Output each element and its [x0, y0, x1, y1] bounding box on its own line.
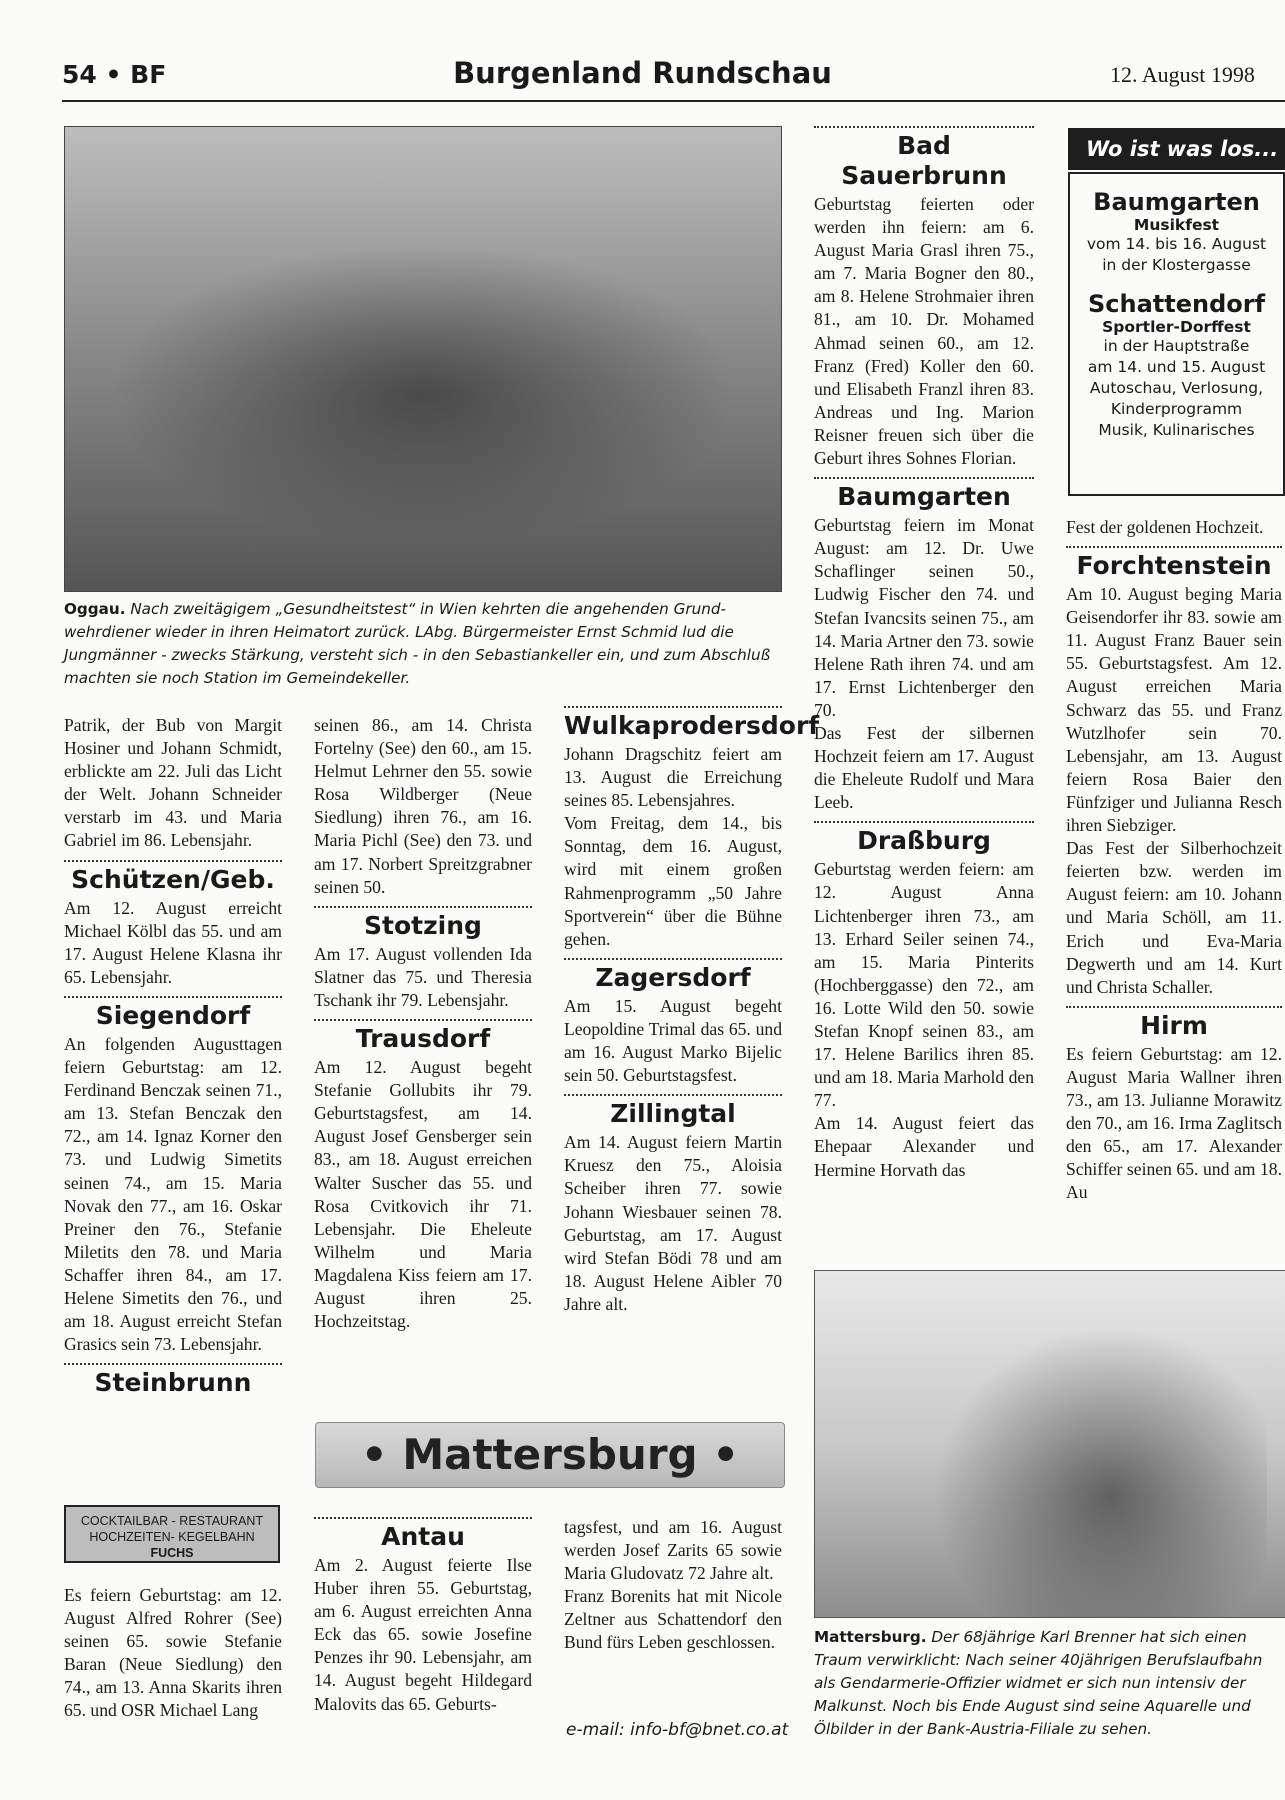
- event-name: Sportler-Dorffest: [1102, 318, 1251, 336]
- article-text: Am 14. August feiert das Ehepaar Alexander und Hermine Horvath das: [814, 1113, 1034, 1180]
- antau-column: [314, 1510, 532, 1716]
- article-text: Geburtstag feierten oder werden ihn feiern: am 6. August Maria Grasl ihren 75., am 7. Maria Bogner den 80., am 8. Helene Strohmaier ihren 81., am 10. Dr. Mohamed Ahmad seinen 60., am 12. Franz (Fred) Koller den 60. und Elisabeth Franzl ihren 83. Andreas und Ing. Marion Reisner freuen sich über die Geburt ihres Sohnes Florian.: [814, 194, 1034, 469]
- events-box: [1068, 172, 1285, 496]
- article-text: Am 2. August feierte Ilse Huber ihren 55. Geburtstag, am 6. August erreichten Anna Eck das 65. sowie Josefine Penzes ihr 90. Lebensjahr, am 14. August begeht Hildegard Malovits das 65. Geburts-: [314, 1555, 532, 1714]
- column-1-cont: [64, 1584, 282, 1723]
- section-heading: Bad Sauerbrunn: [814, 126, 1034, 191]
- article-text: Es feiern Geburtstag: am 12. August Alfred Rohrer (See) seinen 65. sowie Stefanie Baran (Neue Siedlung) den 74., am 13. Anna Skarits ihren 65. und OSR Michael Lang: [64, 1585, 282, 1721]
- event-detail: Autoschau, Verlosung,: [1089, 379, 1264, 397]
- photo-caption: [64, 598, 780, 690]
- email-address: e-mail: info-bf@bnet.co.at: [566, 1720, 789, 1740]
- event-place: Schattendorf: [1087, 290, 1266, 318]
- caption-place: Mattersburg.: [814, 1628, 927, 1646]
- event-name: Musikfest: [1133, 216, 1220, 234]
- event-detail: vom 14. bis 16. August: [1086, 235, 1267, 253]
- section-heading: Schützen/Geb.: [64, 860, 282, 895]
- caption-place: Oggau.: [64, 600, 126, 618]
- column-5: [1066, 516, 1282, 1204]
- antau-column-cont: [564, 1516, 782, 1655]
- column-2: [314, 714, 532, 1333]
- ad-line: HOCHZEITEN- KEGELBAHN: [89, 1530, 255, 1544]
- section-heading: Siegendorf: [64, 996, 282, 1031]
- page-number: 54 • BF: [62, 60, 167, 89]
- article-text: Am 12. August erreicht Michael Kölbl das 55. und am 17. August Helene Klasna ihr 65. Lebensjahr.: [64, 897, 282, 987]
- article-text: tagsfest, und am 16. August werden Josef Zarits 65 sowie Maria Gludovatz 72 Jahre alt.: [564, 1517, 782, 1584]
- caption-text: Nach zweitägigem „Gesundheitstest“ in Wien kehrten die angehenden Grundwehrdiener wieder in ihren Heimatort zurück. LAbg. Bürgermeister Ernst Schmid lud die Jungmänner - zwecks Stärkung, versteht sich - in den Sebastiankeller ein, und zum Abschluß machten sie noch Station im Gemeindekeller.: [64, 600, 771, 687]
- caption-text: Der 68jährige Karl Brenner hat sich einen Traum verwirklicht: Nach seiner 40jährigen Berufslaufbahn als Gendarmerie-Offizier widmet er sich nun intensiv der Malkunst. Noch bis Ende August sind seine Aquarelle und Ölbilder in der Bank-Austria-Filiale zu sehen.: [814, 1628, 1263, 1738]
- group-photo: [64, 126, 782, 592]
- event-place: Baumgarten: [1093, 188, 1260, 216]
- event-detail: Kinderprogramm: [1110, 400, 1243, 418]
- article-text: Am 15. August begeht Leopoldine Trimal das 65. und am 16. August Marko Bijelic sein 50. Geburtstagsfest.: [564, 995, 782, 1086]
- section-heading: Hirm: [1066, 1006, 1282, 1041]
- issue-date: 12. August 1998: [1110, 62, 1255, 87]
- column-3: [564, 706, 820, 1316]
- section-heading: Forchtenstein: [1066, 546, 1282, 581]
- artist-photo: [814, 1270, 1285, 1618]
- article-text: Das Fest der Silberhochzeit feierten bzw. werden im August feiern: am 10. Johann und Maria Schöll, am 11. Erich und Eva-Maria Degwerth und am 14. Kurt und Christa Schaller.: [1066, 838, 1282, 997]
- event-detail: Musik, Kulinarisches: [1098, 421, 1255, 439]
- newspaper-title: Burgenland Rundschau: [453, 56, 832, 90]
- section-heading: Trausdorf: [314, 1019, 532, 1054]
- column-1: [64, 714, 282, 1400]
- section-heading: Draßburg: [814, 821, 1034, 856]
- article-text: Es feiern Geburtstag: am 12. August Maria Wallner ihren 73., am 13. Julianne Morawitz den 70., am 16. Irma Zaglitsch den 65., am 17. Alexander Schiffer seinen 65. und am 18. Au: [1066, 1043, 1282, 1203]
- section-heading: Zagersdorf: [564, 958, 782, 993]
- ad-line: FUCHS: [150, 1546, 194, 1560]
- header-rule: [62, 100, 1285, 102]
- article-text: Am 10. August beging Maria Geisendorfer ihr 83. sowie am 11. August Franz Bauer sein 55. Geburtstagsfest. Am 12. August erreichen Maria Schwarz das 55. und Franz Wutzlhofer sein 70. Lebensjahr, am 13. August feiern Rosa Baier den Fünfziger und Julianna Resch ihren Siebziger.: [1066, 584, 1282, 836]
- column-4: [814, 126, 1034, 1182]
- events-box-title: Wo ist was los...: [1068, 128, 1285, 170]
- section-heading: Zillingtal: [564, 1094, 782, 1129]
- event-detail: am 14. und 15. August: [1087, 358, 1266, 376]
- section-heading: Antau: [314, 1517, 532, 1552]
- article-text: Fest der goldenen Hochzeit.: [1066, 517, 1264, 537]
- article-text: seinen 86., am 14. Christa Fortelny (See) den 60., am 15. Helmut Lehrner den 55. sowie Rosa Wildberger (Neue Siedlung) ihren 76., am 16. Maria Pichl (See) den 73. und am 17. Norbert Spreitzgrabner seinen 50.: [314, 715, 532, 897]
- article-text: Franz Borenits hat mit Nicole Zeltner aus Schattendorf den Bund fürs Leben geschlossen.: [564, 1586, 782, 1653]
- article-text: Geburtstag feiern im Monat August: am 12. Dr. Uwe Schaflinger seinen 50., Ludwig Fischer den 74. und Stefan Ivancsits seinen 75., am 14. Maria Artner den 73. sowie Helene Rath ihren 74. und am 17. Ernst Lichtenberger den 70.: [814, 515, 1034, 720]
- section-heading: Stotzing: [314, 906, 532, 941]
- section-heading: Baumgarten: [814, 477, 1034, 512]
- ad-line: COCKTAILBAR - RESTAURANT: [80, 1514, 264, 1528]
- article-text: An folgenden Augusttagen feiern Geburtstag: am 12. Ferdinand Benczak seinen 71., am 13. Stefan Benczak den 72., am 14. Ignaz Korner den 73. und Ludwig Simetits seinen 74., am 15. Maria Novak den 77., am 16. Oskar Preiner den 76., Stefanie Miletits den 78. und Maria Schaffer ihren 84., am 17. Helene Simetits den 76., und am 18. August erreicht Stefan Grasics sein 73. Lebensjahr.: [64, 1033, 282, 1355]
- article-text: Das Fest der silbernen Hochzeit feiern am 17. August die Eheleute Rudolf und Mara Leeb.: [814, 722, 1034, 813]
- section-banner: • Mattersburg •: [315, 1422, 785, 1488]
- section-heading: Steinbrunn: [64, 1363, 282, 1398]
- section-heading: Wulkaprodersdorf: [564, 706, 782, 741]
- article-text: Patrik, der Bub von Margit Hosiner und Johann Schmidt, erblickte am 22. Juli das Licht der Welt. Johann Schneider verstarb im 43. und Maria Gabriel im 86. Lebensjahr.: [64, 715, 282, 851]
- photo2-caption: [814, 1626, 1285, 1741]
- article-text: Vom Freitag, dem 14., bis Sonntag, dem 16. August, wird mit einem großen Rahmenprogramm „50 Jahre Sportverein“ über die Bühne gehen.: [564, 813, 782, 949]
- article-text: Am 12. August begeht Stefanie Gollubits ihr 79. Geburtstagsfest, am 14. August Josef Gensberger sein 83., am 18. August erreichen Walter Suscher das 55. und Rosa Cvitkovich ihr 71. Lebensjahr. Die Eheleute Wilhelm und Maria Magdalena Kiss feiern am 17. August ihren 25. Hochzeitstag.: [314, 1057, 532, 1332]
- event-detail: in der Hauptstraße: [1103, 337, 1250, 355]
- article-text: Geburtstag werden feiern: am 12. August Anna Lichtenberger ihren 73., am 13. Erhard Seiler seinen 74., am 15. Maria Pinterits (Hochberggasse) den 72., am 16. Lotte Wild den 50. sowie Stefan Knopf seinen 83., am 17. Helene Barilics ihren 85. und am 18. Maria Marhold den 77.: [814, 859, 1034, 1111]
- advertisement: [64, 1505, 280, 1563]
- article-text: Johann Dragschitz feiert am 13. August die Erreichung seines 85. Lebensjahres.: [564, 744, 782, 811]
- article-text: Am 17. August vollenden Ida Slatner das 75. und Theresia Tschank ihr 79. Lebensjahr.: [314, 943, 532, 1010]
- event-detail: in der Klostergasse: [1102, 256, 1251, 274]
- article-text: Am 14. August feiern Martin Kruesz den 75., Aloisia Scheiber ihren 77. sowie Johann Wiesbauer seinen 78. Geburtstag, am 17. August wird Stefan Bödi 78 und am 18. August Helene Aibler 70 Jahre alt.: [564, 1132, 782, 1314]
